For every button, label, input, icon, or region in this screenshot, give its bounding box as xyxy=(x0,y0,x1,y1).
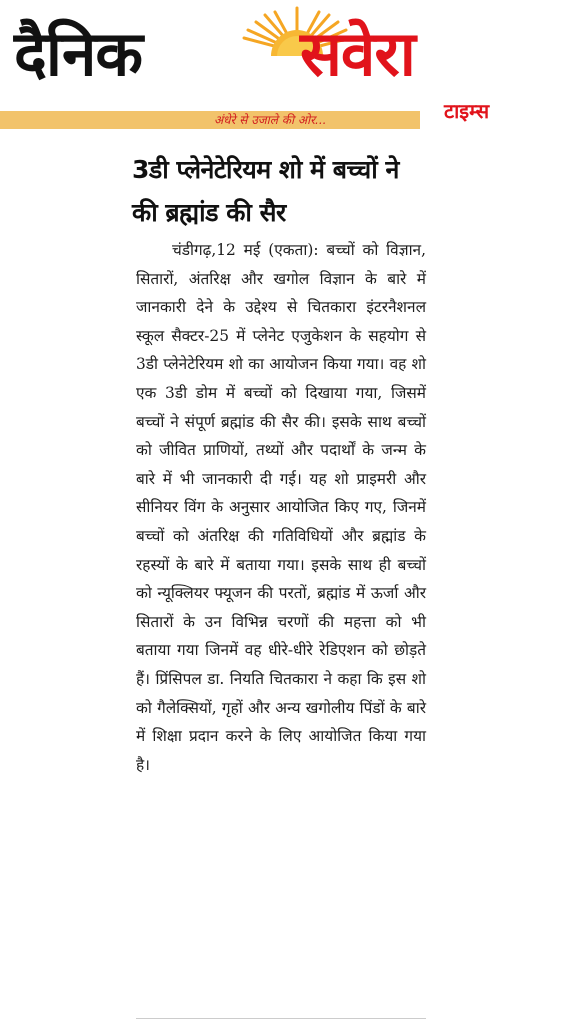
article-headline: 3डी प्लेनेटेरियम शो में बच्चों ने की ब्रह्मांड की सैर xyxy=(132,155,399,227)
masthead-title-black: दैनिक xyxy=(14,17,143,90)
article-header xyxy=(132,148,432,234)
article-bottom-divider xyxy=(136,1018,426,1019)
article-body: चंडीगढ़,12 मई (एकता): बच्चों को विज्ञान, सितारों, अंतरिक्ष और खगोल विज्ञान के बारे में जानकारी देने के उद्देश्य से चितकारा इंटरनैशनल स्कूल सैक्टर-25 में प्लेनेट एजुकेशन के सहयोग से 3डी प्लेनेटेरियम शो का आयोजन किया गया। वह शो एक 3डी डोम में बच्चों को दिखाया गया, जिसमें बच्चों ने संपूर्ण ब्रह्मांड की सैर की। इसके साथ बच्चों को जीवित प्राणियों, तथ्यों और पदार्थों के जन्म के बारे में भी जानकारी दी गई। यह शो प्राइमरी और सीनियर विंग के अनुसार आयोजित किए गए, जिनमें बच्चों को अंतरिक्ष की गतिविधियों और ब्रह्मांड के रहस्यों के बारे में बताया गया। इसके साथ ही बच्चों को न्यूक्लियर फ्यूजन की परतों, ब्रह्मांड में ऊर्जा और सितारों के उन विभिन्न चरणों की महत्ता को भी बताया गया जिनमें वह धीरे-धीरे रेडिएशन को छोड़ते हैं। प्रिंसिपल डा. नियति चितकारा ने कहा कि इस शो को गैलेक्सियों, गृहों और अन्य खगोलीय पिंडों के बारे में शिक्षा प्रदान करने के लिए आयोजित किया गया है। xyxy=(136,241,426,774)
masthead-title-red: सवेरा xyxy=(300,17,415,90)
masthead-tagline: अंधेरे से उजाले की ओर... xyxy=(214,113,327,127)
masthead xyxy=(0,0,562,134)
masthead-subtitle: टाइम्स xyxy=(444,99,490,123)
tagline-bar xyxy=(0,111,420,129)
